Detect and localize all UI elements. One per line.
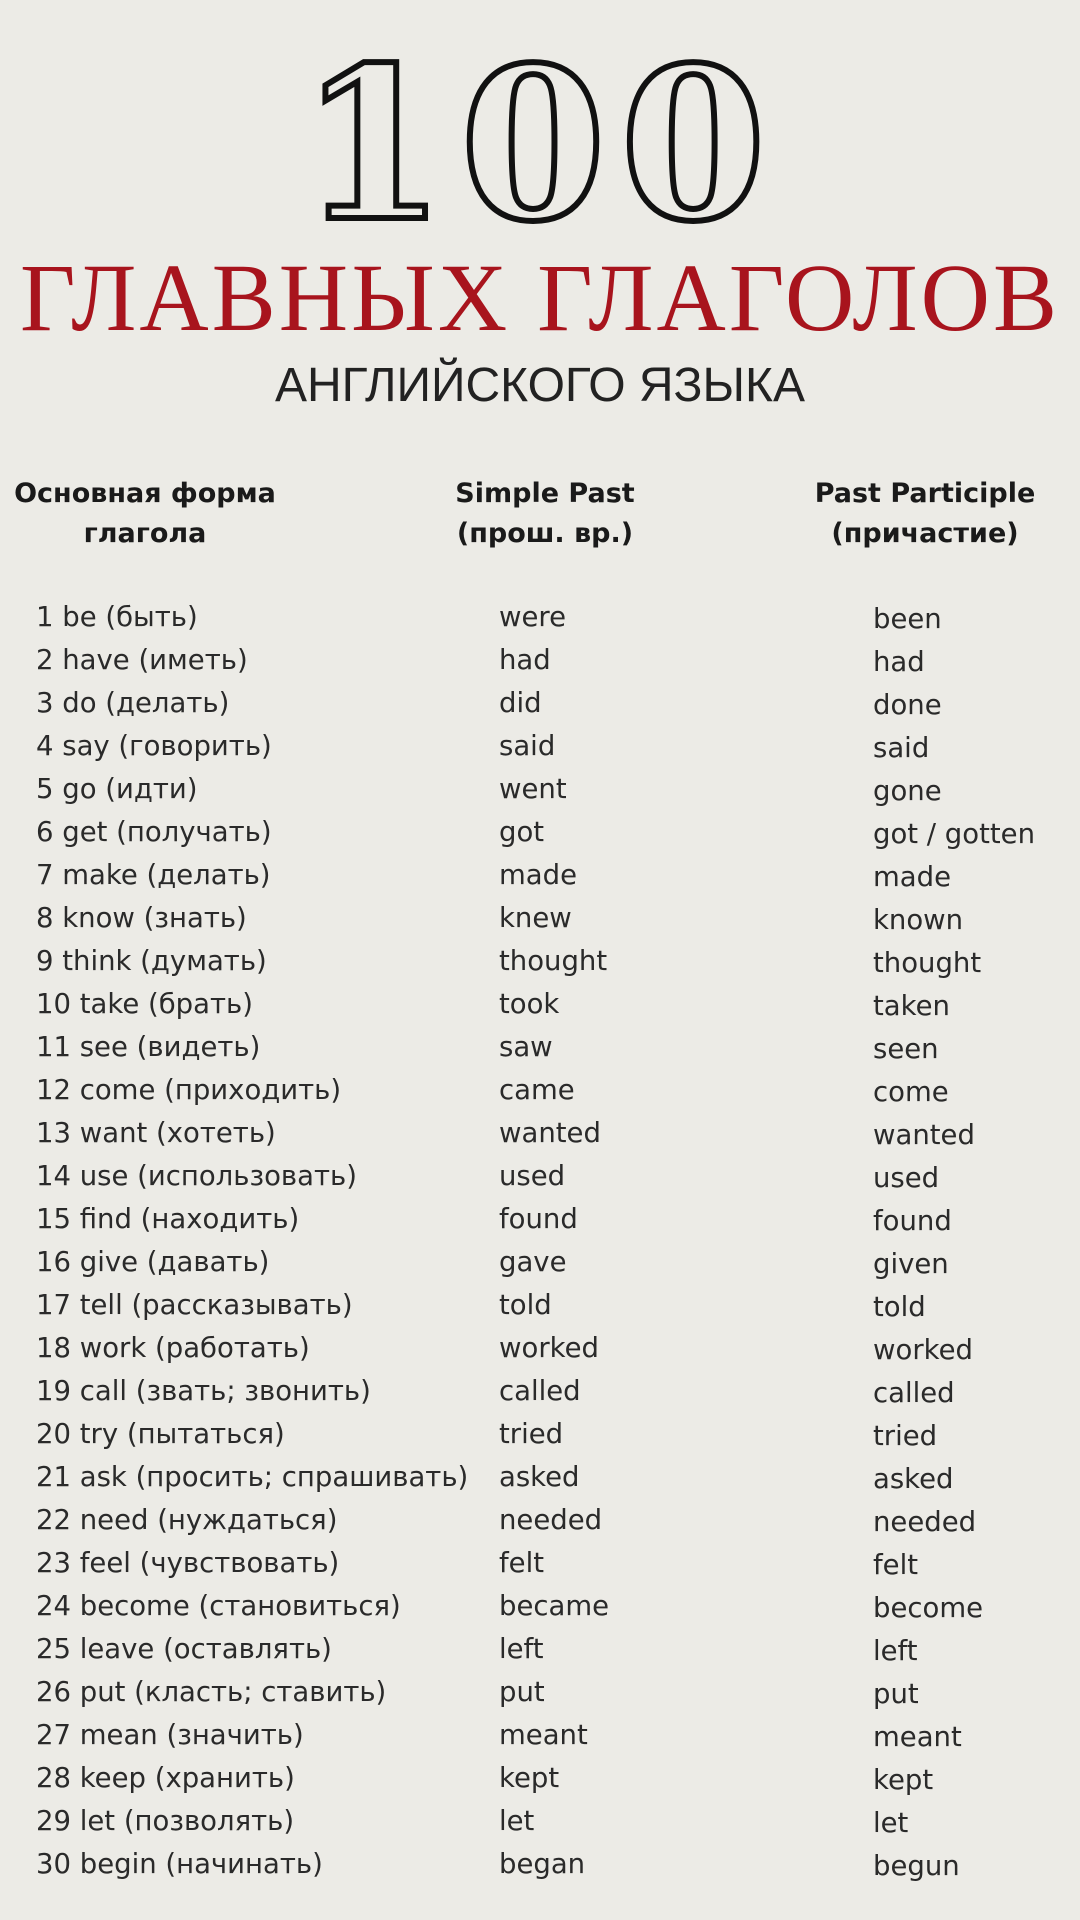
verb-simple-past: felt [499,1547,545,1579]
page-subtitle: АНГЛИЙСКОГО ЯЗЫКА [275,359,805,412]
verb-past-participle: seen [873,1033,939,1065]
verb-simple-past: kept [499,1762,560,1794]
verb-base-form: 13 want (хотеть) [36,1117,276,1149]
table-row [0,1499,1080,1542]
verb-past-participle: meant [873,1721,962,1753]
column-header-line: Past Participle [814,478,1036,509]
table-row [0,1843,1080,1886]
table-row [0,596,1080,639]
column-header-line: Основная форма [14,478,276,509]
page-title: ГЛАВНЫХ ГЛАГОЛОВ [20,244,1060,351]
column-header-base-form [0,474,290,554]
verb-simple-past: tried [499,1418,564,1450]
verb-base-form: 11 see (видеть) [36,1031,261,1063]
table-row [0,1198,1080,1241]
verb-past-participle: asked [873,1463,954,1495]
verb-base-form: 5 go (идти) [36,773,198,805]
verb-base-form: 8 know (знать) [36,902,247,934]
verb-past-participle: put [873,1678,919,1710]
verb-past-participle: made [873,861,952,893]
table-row [0,1155,1080,1198]
table-row [0,1800,1080,1843]
verb-past-participle: said [873,732,930,764]
verb-base-form: 10 take (брать) [36,988,253,1020]
verb-past-participle: worked [873,1334,973,1366]
verb-base-form: 24 become (становиться) [36,1590,401,1622]
verb-simple-past: let [499,1805,535,1837]
verb-simple-past: made [499,859,578,891]
column-header-past-participle [800,474,1050,554]
table-row [0,725,1080,768]
verb-simple-past: began [499,1848,586,1880]
verb-simple-past: left [499,1633,544,1665]
verb-simple-past: did [499,687,542,719]
column-header-line: (причастие) [831,518,1019,549]
table-row [0,1069,1080,1112]
column-header-line: Simple Past [455,478,635,509]
verb-simple-past: put [499,1676,545,1708]
verb-base-form: 2 have (иметь) [36,644,248,676]
verb-base-form: 26 put (класть; ставить) [36,1676,387,1708]
table-row [0,1026,1080,1069]
table-row [0,1757,1080,1800]
table-row [0,1284,1080,1327]
table-row [0,897,1080,940]
verb-past-participle: done [873,689,942,721]
table-row [0,1542,1080,1585]
verb-base-form: 22 need (нуждаться) [36,1504,338,1536]
verb-base-form: 16 give (давать) [36,1246,270,1278]
verb-simple-past: found [499,1203,578,1235]
table-row [0,682,1080,725]
verb-base-form: 14 use (использовать) [36,1160,357,1192]
verb-past-participle: taken [873,990,950,1022]
verb-simple-past: became [499,1590,610,1622]
column-header-simple-past [430,474,660,554]
verb-base-form: 1 be (быть) [36,601,198,633]
verb-past-participle: got / gotten [873,818,1036,850]
big-number-heading: 100 [299,21,781,268]
verb-past-participle: begun [873,1850,960,1882]
verb-base-form: 28 keep (хранить) [36,1762,295,1794]
verb-past-participle: called [873,1377,955,1409]
verb-past-participle: wanted [873,1119,975,1151]
verb-simple-past: took [499,988,560,1020]
verb-table [0,596,1080,1886]
verb-base-form: 12 come (приходить) [36,1074,342,1106]
verb-base-form: 21 ask (просить; спрашивать) [36,1461,469,1493]
verb-simple-past: told [499,1289,552,1321]
verb-base-form: 17 tell (рассказывать) [36,1289,353,1321]
verb-past-participle: needed [873,1506,977,1538]
table-row [0,768,1080,811]
table-row [0,854,1080,897]
table-row [0,1628,1080,1671]
verb-simple-past: got [499,816,545,848]
verb-base-form: 3 do (делать) [36,687,230,719]
table-row [0,1327,1080,1370]
verb-past-participle: given [873,1248,949,1280]
verb-past-participle: felt [873,1549,919,1581]
verb-simple-past: called [499,1375,581,1407]
verb-base-form: 27 mean (значить) [36,1719,304,1751]
verb-base-form: 29 let (позволять) [36,1805,295,1837]
verb-base-form: 9 think (думать) [36,945,267,977]
verb-past-participle: gone [873,775,942,807]
verb-base-form: 4 say (говорить) [36,730,272,762]
verb-base-form: 19 call (звать; звонить) [36,1375,371,1407]
table-row [0,1456,1080,1499]
verb-past-participle: used [873,1162,940,1194]
verb-simple-past: thought [499,945,608,977]
verb-base-form: 7 make (делать) [36,859,271,891]
verb-simple-past: said [499,730,556,762]
verb-simple-past: wanted [499,1117,601,1149]
verb-past-participle: come [873,1076,949,1108]
table-row [0,983,1080,1026]
verb-simple-past: saw [499,1031,553,1063]
table-row [0,1714,1080,1757]
verb-past-participle: left [873,1635,918,1667]
verb-simple-past: needed [499,1504,603,1536]
verb-simple-past: used [499,1160,566,1192]
verb-base-form: 30 begin (начинать) [36,1848,323,1880]
verb-base-form: 25 leave (оставлять) [36,1633,332,1665]
table-row [0,1370,1080,1413]
verb-simple-past: knew [499,902,572,934]
verb-base-form: 18 work (работать) [36,1332,310,1364]
column-header-line: глагола [83,518,207,549]
verb-past-participle: been [873,603,942,635]
column-header-line: (прош. вр.) [456,518,634,549]
verb-base-form: 15 find (находить) [36,1203,300,1235]
verb-past-participle: let [873,1807,909,1839]
verb-base-form: 20 try (пытаться) [36,1418,285,1450]
verb-simple-past: worked [499,1332,599,1364]
verb-simple-past: went [499,773,567,805]
verb-simple-past: were [499,601,567,633]
verb-past-participle: thought [873,947,982,979]
verb-past-participle: had [873,646,925,678]
verb-past-participle: become [873,1592,984,1624]
table-row [0,1112,1080,1155]
table-row [0,639,1080,682]
verb-past-participle: tried [873,1420,938,1452]
table-row [0,1671,1080,1714]
table-row [0,811,1080,854]
verb-past-participle: told [873,1291,926,1323]
verb-simple-past: had [499,644,551,676]
table-row [0,940,1080,983]
table-row [0,1585,1080,1628]
verb-past-participle: known [873,904,964,936]
verb-simple-past: asked [499,1461,580,1493]
table-row [0,1413,1080,1456]
verb-base-form: 23 feel (чувствовать) [36,1547,340,1579]
verb-past-participle: found [873,1205,952,1237]
verb-base-form: 6 get (получать) [36,816,272,848]
verb-simple-past: came [499,1074,575,1106]
verb-simple-past: gave [499,1246,567,1278]
table-row [0,1241,1080,1284]
verb-past-participle: kept [873,1764,934,1796]
verb-simple-past: meant [499,1719,588,1751]
